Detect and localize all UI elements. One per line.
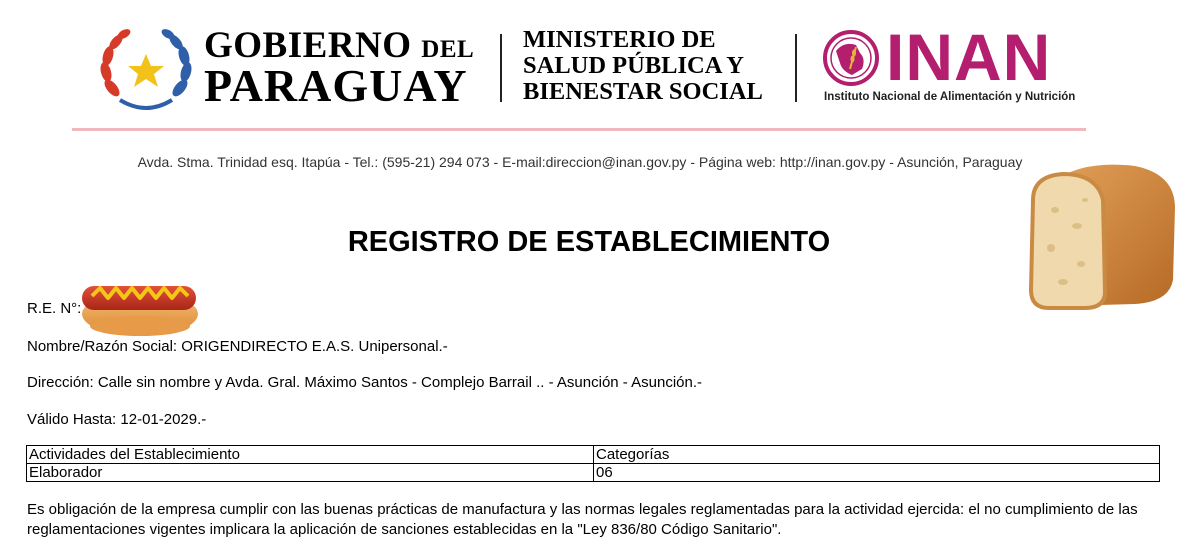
valid-until: Válido Hasta: 12-01-2029.- bbox=[27, 411, 207, 428]
document-title: REGISTRO DE ESTABLECIMIENTO bbox=[347, 226, 831, 258]
header-rule bbox=[72, 128, 1086, 131]
hot-dog-icon bbox=[78, 274, 200, 338]
table-header: Actividades del Establecimiento bbox=[27, 446, 594, 464]
letterhead bbox=[0, 0, 1200, 170]
contact-line: Avda. Stma. Trinidad esq. Itapúa - Tel.: (595-21) 294 073 - E-mail:direccion@inan.gov.py - Página web: http://inan.gov.py - Asunción, Paraguay bbox=[137, 154, 1023, 170]
registration-number: R.E. N°: bbox=[27, 300, 82, 317]
business-address: Dirección: Calle sin nombre y Avda. Gral. Máximo Santos - Complejo Barrail .. - Asunción - Asunción.- bbox=[27, 374, 702, 391]
compliance-notice: Es obligación de la empresa cumplir con las buenas prácticas de manufactura y las normas legales reglamentadas para la actividad ejercida: el no cumplimiento de las reglamentaciones vigentes implicara la aplicación de sanciones establecidas en la "Ley 836/80 Código Sanitario". bbox=[27, 501, 1138, 538]
inan-logo-icon bbox=[822, 29, 880, 87]
table-header: Categorías bbox=[594, 446, 1160, 464]
table-row bbox=[27, 464, 1160, 482]
table-cell: 06 bbox=[594, 464, 1160, 482]
ministry-line: BIENESTAR SOCIAL bbox=[523, 78, 763, 105]
ministry-line: SALUD PÚBLICA Y bbox=[523, 52, 744, 79]
inan-subtitle: Instituto Nacional de Alimentación y Nutrición bbox=[824, 91, 1076, 103]
ministry-name bbox=[523, 27, 763, 105]
government-name-line2: PARAGUAY bbox=[204, 60, 468, 111]
header-divider bbox=[795, 34, 797, 102]
paraguay-coat-of-arms-icon bbox=[98, 26, 194, 112]
activities-table bbox=[26, 445, 1160, 482]
business-name: Nombre/Razón Social: ORIGENDIRECTO E.A.S. Unipersonal.- bbox=[27, 338, 448, 355]
government-word: GOBIERNO bbox=[204, 25, 412, 66]
ministry-line: MINISTERIO DE bbox=[523, 26, 716, 53]
bread-icon bbox=[1025, 160, 1179, 310]
table-cell: Elaborador bbox=[27, 464, 594, 482]
inan-wordmark: INAN bbox=[886, 20, 1052, 94]
header-divider bbox=[500, 34, 502, 102]
government-word-small: DEL bbox=[421, 36, 475, 63]
table-header-row bbox=[27, 446, 1160, 464]
